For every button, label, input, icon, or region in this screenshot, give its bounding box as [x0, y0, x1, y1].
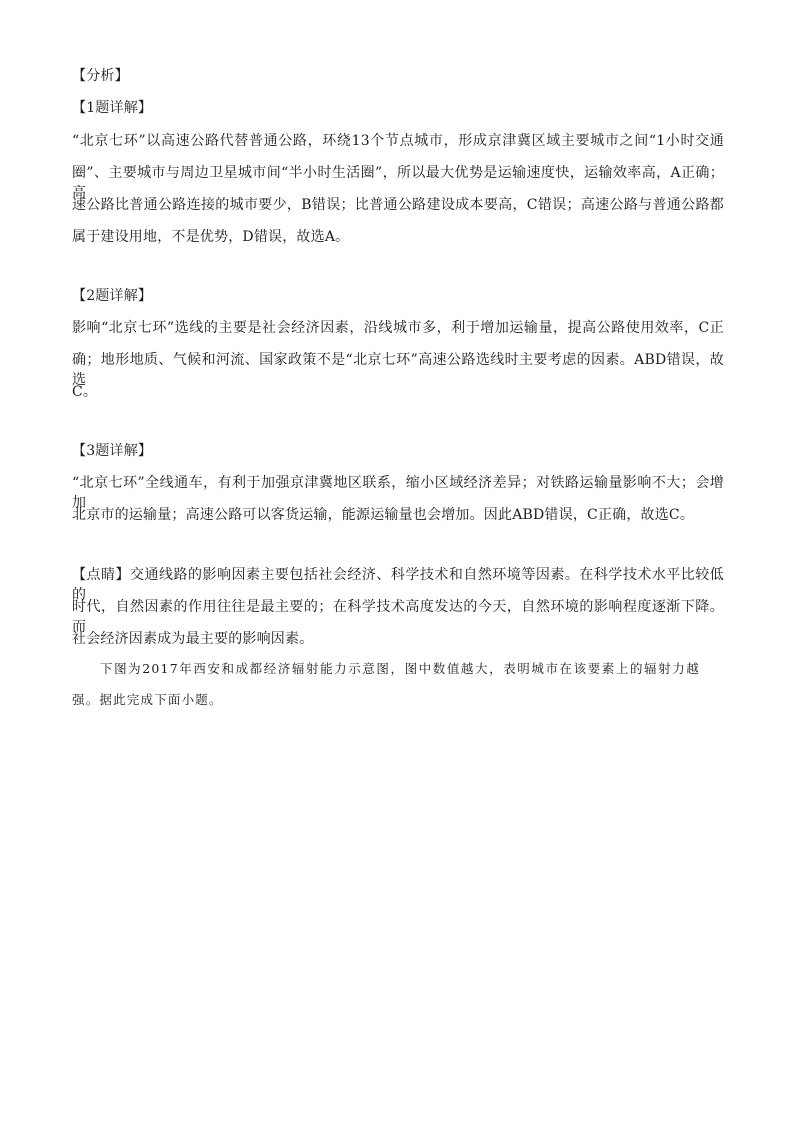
q1-line: 属于建设用地，不是优势，D错误，故选A。: [72, 229, 350, 245]
q2-line: 影响“北京七环”选线的主要是社会经济因素，沿线城市多，利于增加运输量，提高公路使用效率，C正: [72, 320, 724, 336]
q2-heading: 【2题详解】: [72, 288, 153, 304]
q1-line: “北京七环”以高速公路代替普通公路，环绕13个节点城市，形成京津冀区域主要城市之间“1小时交通: [72, 133, 724, 149]
tip-line: 【点睛】交通线路的影响因素主要包括社会经济、科学技术和自然环境等因素。在科学技术水平比较低的: [72, 567, 724, 603]
q3-heading: 【3题详解】: [72, 443, 153, 459]
q1-heading: 【1题详解】: [72, 100, 153, 116]
next-question-line: 下图为2017年西安和成都经济辐射能力示意图，图中数值越大，表明城市在该要素上的辐射力越: [100, 661, 700, 676]
q2-line: 确；地形地质、气候和河流、国家政策不是“北京七环”高速公路选线时主要考虑的因素。ABD错误，故选: [72, 352, 724, 388]
q1-line: 速公路比普通公路连接的城市要少，B错误；比普通公路建设成本要高，C错误；高速公路与普通公路都: [72, 197, 724, 213]
analysis-heading: 【分析】: [72, 68, 129, 84]
next-question-line: 强。据此完成下面小题。: [72, 692, 223, 707]
q3-line: 北京市的运输量；高速公路可以客货运输，能源运输量也会增加。因此ABD错误，C正确，故选C。: [72, 507, 695, 523]
tip-line: 社会经济因素成为最主要的影响因素。: [72, 631, 314, 647]
q1-line: 圈”、主要城市与周边卫星城市间“半小时生活圈”，所以最大优势是运输速度快，运输效率高，A正确；高: [72, 165, 724, 201]
q3-line: “北京七环”全线通车，有利于加强京津冀地区联系，缩小区域经济差异；对铁路运输量影响不大；会增加: [72, 475, 724, 511]
tip-line: 时代，自然因素的作用往往是最主要的；在科学技术高度发达的今天，自然环境的影响程度逐渐下降。而: [72, 599, 724, 635]
q2-line: C。: [72, 384, 98, 400]
